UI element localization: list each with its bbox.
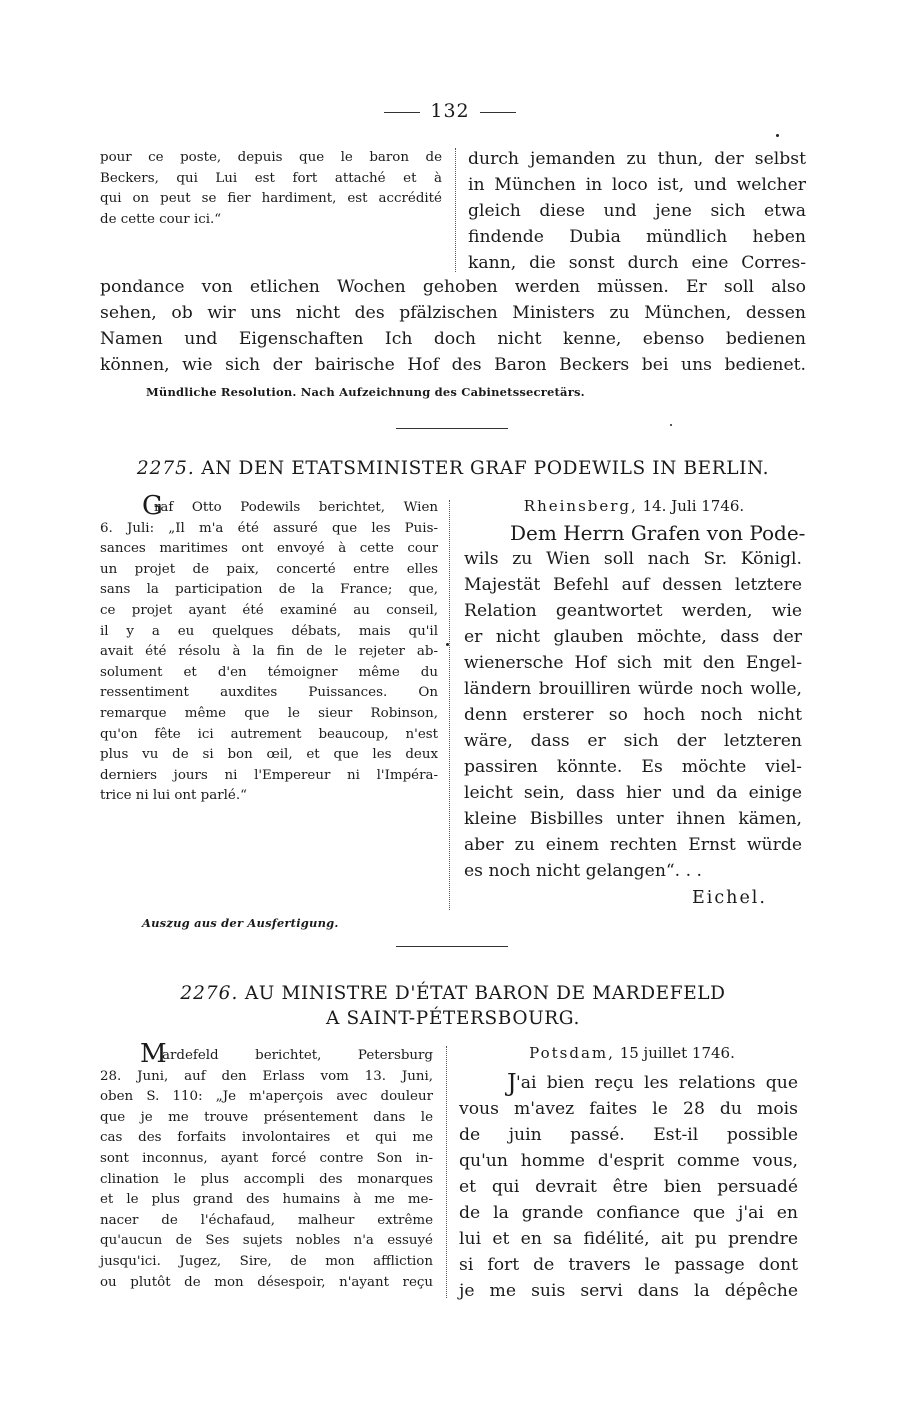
top-right-line: durch jemanden zu thun, der selbst	[468, 149, 806, 169]
response-line: leicht sein, dass hier und da einige	[464, 783, 802, 803]
full-line: Namen und Eigenschaften Ich doch nicht kenne, ebenso bedienen	[100, 329, 806, 349]
top-left-line: qui on peut se fier hardiment, est accrédité	[100, 191, 442, 207]
top-left-column	[100, 148, 442, 230]
response-line: kleine Bisbilles unter ihnen kämen,	[464, 809, 802, 829]
dateline-2275	[462, 497, 806, 515]
response-line: qu'un homme d'esprit comme vous,	[459, 1151, 798, 1171]
drop-cap: M	[140, 1039, 167, 1069]
column-separator-2275	[449, 500, 450, 910]
section-divider	[396, 428, 508, 429]
response-2276-column	[459, 1070, 798, 1304]
report-line: cas des forfaits involontaires et qui me	[100, 1130, 433, 1146]
report-line: il y a eu quelques débats, mais qu'il	[100, 623, 438, 639]
response-line: si fort de travers le passage dont	[459, 1255, 798, 1275]
top-right-line: kann, die sonst durch eine Corres-	[468, 253, 806, 273]
section-number: 2275.	[136, 458, 195, 479]
response-line: je me suis servi dans la dépêche	[459, 1281, 798, 1301]
report-line: 6. Juli: „Il m'a été assuré que les Puis-	[100, 520, 438, 536]
response-line: 'ai bien reçu les relations que	[516, 1073, 798, 1093]
report-line: solument et d'en témoigner même du	[100, 664, 438, 680]
top-left-line: de cette cour ici.“	[100, 211, 222, 227]
print-speck	[446, 643, 449, 646]
response-line: er nicht glauben möchte, dass der	[464, 627, 802, 647]
response-line: es noch nicht gelangen“. . .	[464, 861, 702, 881]
date-place: Potsdam,	[529, 1044, 615, 1062]
top-left-line: pour ce poste, depuis que le baron de	[100, 150, 442, 165]
report-line: et le plus grand des humains à me me-	[100, 1192, 433, 1208]
report-line: ressentiment auxdites Puissances. On	[100, 685, 438, 701]
report-2276-column	[100, 1039, 433, 1293]
response-line: passiren könnte. Es möchte viel-	[464, 757, 802, 777]
drop-cap: G	[142, 491, 163, 521]
response-line: aber zu einem rechten Ernst würde	[464, 835, 802, 855]
report-line-first	[100, 491, 438, 521]
response-line: wienersche Hof sich mit den Engel-	[464, 653, 802, 673]
report-2275-column	[100, 491, 438, 807]
report-line: avait été résolu à la fin de le rejeter ab-	[100, 644, 438, 660]
report-line: clination le plus accompli des monarques	[100, 1171, 433, 1187]
signature: Eichel.	[692, 888, 767, 908]
response-line: ländern brouilliren würde noch wolle,	[464, 679, 802, 699]
report-line: qu'aucun de Ses sujets nobles n'a essuyé	[100, 1233, 433, 1249]
section-title: AN DEN ETATSMINISTER GRAF PODEWILS IN BERLIN.	[201, 458, 770, 479]
source-note: Mündliche Resolution. Nach Aufzeichnung des Cabinetssecretärs.	[146, 385, 585, 399]
response-line: vous m'avez faites le 28 du mois	[459, 1099, 798, 1119]
response-line: de la grande confiance que j'ai en	[459, 1203, 798, 1223]
date-place: Rheinsberg,	[523, 497, 638, 515]
section-heading-2276-line2: A SAINT-PÉTERSBOURG.	[326, 1008, 580, 1029]
response-2275-column	[464, 520, 806, 884]
response-line: de juin passé. Est-il possible	[459, 1125, 798, 1145]
response-line-first	[459, 1070, 798, 1096]
section-heading-2276	[98, 983, 808, 1004]
top-full-paragraph	[100, 274, 806, 378]
report-line: ou plutôt de mon désespoir, n'ayant reçu	[100, 1274, 433, 1290]
report-line: 28. Juni, auf den Erlass vom 13. Juni,	[100, 1068, 433, 1084]
section-title: AU MINISTRE D'ÉTAT BARON DE MARDEFELD	[244, 983, 726, 1004]
report-line: ardefeld berichtet, Petersburg	[162, 1048, 433, 1063]
dateline-2276	[462, 1044, 802, 1062]
report-line: jusqu'ici. Jugez, Sire, de mon affliction	[100, 1253, 433, 1269]
page-number-dash-right	[480, 112, 516, 113]
page-number-dash-left	[384, 112, 420, 113]
report-line: derniers jours ni l'Empereur ni l'Impéra-	[100, 767, 438, 783]
report-line: trice ni lui ont parlé.“	[100, 788, 247, 804]
report-line: nacer de l'échafaud, malheur extrême	[100, 1212, 433, 1228]
top-right-line: in München in loco ist, und welcher	[468, 175, 806, 195]
response-line: denn ersterer so hoch noch nicht	[464, 705, 802, 725]
section-heading-2275	[98, 458, 808, 479]
report-line: qu'on fête ici autrement beaucoup, n'est	[100, 726, 438, 742]
response-line: Relation geantwortet werden, wie	[464, 601, 802, 621]
print-speck	[776, 134, 779, 137]
top-left-line: Beckers, qui Lui est fort attaché et à	[100, 170, 442, 186]
source-note: Auszug aus der Ausfertigung.	[142, 916, 339, 930]
report-line-first	[100, 1039, 433, 1069]
report-line: oben S. 110: „Je m'aperçois avec douleur	[100, 1089, 433, 1105]
report-line: remarque même que le sieur Robinson,	[100, 705, 438, 721]
full-line: pondance von etlichen Wochen gehoben werden müssen. Er soll also	[100, 277, 806, 297]
response-line: wäre, dass er sich der letzteren	[464, 731, 802, 751]
date-rest: 14. Juli 1746.	[642, 497, 745, 515]
full-line: sehen, ob wir uns nicht des pfälzischen Ministers zu München, dessen	[100, 303, 806, 323]
column-separator-2276	[446, 1046, 447, 1298]
response-line: Majestät Befehl auf dessen letztere	[464, 575, 802, 595]
report-line: sont inconnus, ayant forcé contre Son in-	[100, 1150, 433, 1166]
response-line: et qui devrait être bien persuadé	[459, 1177, 798, 1197]
top-right-line: gleich diese und jene sich etwa	[468, 201, 806, 221]
full-line: können, wie sich der bairische Hof des Baron Beckers bei uns bedienet.	[100, 355, 806, 375]
response-line: wils zu Wien soll nach Sr. Königl.	[464, 549, 802, 569]
top-column-separator	[455, 148, 456, 272]
report-line: sans la participation de la France; que,	[100, 582, 438, 598]
top-right-column	[468, 146, 806, 276]
date-rest: 15 juillet 1746.	[619, 1044, 735, 1062]
response-line: lui et en sa fidélité, ait pu prendre	[459, 1229, 798, 1249]
print-speck	[670, 424, 672, 426]
page-number	[0, 100, 900, 122]
report-line: ce projet ayant été examiné au conseil,	[100, 602, 438, 618]
report-line: raf Otto Podewils berichtet, Wien	[154, 500, 438, 515]
report-line: sances maritimes ont envoyé à cette cour	[100, 541, 438, 557]
response-line: Dem Herrn Grafen von Pode-	[510, 521, 806, 545]
report-line: un projet de paix, concerté entre elles	[100, 561, 438, 577]
drop-cap: J	[507, 1069, 517, 1097]
section-divider	[396, 946, 508, 947]
report-line: que je me trouve présentement dans le	[100, 1109, 433, 1125]
section-number: 2276.	[180, 983, 239, 1004]
page-number-text: 132	[430, 100, 470, 122]
report-line: plus vu de si bon œil, et que les deux	[100, 747, 438, 763]
top-right-line: findende Dubia mündlich heben	[468, 227, 806, 247]
